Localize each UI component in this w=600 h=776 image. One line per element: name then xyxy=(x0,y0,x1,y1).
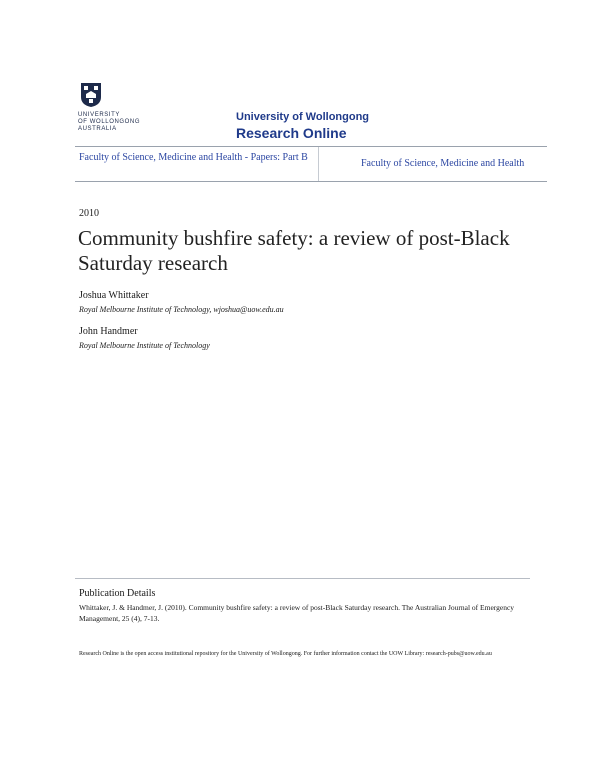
repository-footer-note: Research Online is the open access institutional repository for the University of Wollongong. For further information contact the UOW Library: research-pubs@uow.edu.au xyxy=(79,651,492,657)
logo-text-line-2: OF WOLLONGONG xyxy=(78,119,141,125)
author-name: John Handmer xyxy=(79,326,138,337)
author-affiliation: Royal Melbourne Institute of Technology, wjoshua@uow.edu.au xyxy=(79,305,284,314)
crest-icon xyxy=(80,82,102,108)
repository-name[interactable]: Research Online xyxy=(236,125,347,141)
university-logo[interactable] xyxy=(78,82,150,138)
publication-details-text: Whittaker, J. & Handmer, J. (2010). Community bushfire safety: a review of post-Black Saturday research. The Australian Journal of Emergency Management, 25 (4), 7-13. xyxy=(79,603,515,623)
publication-year: 2010 xyxy=(79,208,99,219)
repository-header[interactable] xyxy=(236,111,369,142)
faculty-papers-link[interactable]: Faculty of Science, Medicine and Health - Papers: Part B xyxy=(79,152,308,163)
paper-title: Community bushfire safety: a review of post-Black Saturday research xyxy=(78,226,510,275)
logo-text-line-3: AUSTRALIA xyxy=(78,126,117,132)
faculty-divider xyxy=(318,147,319,181)
publication-details-heading: Publication Details xyxy=(79,588,156,599)
author-name: Joshua Whittaker xyxy=(79,290,149,301)
university-name[interactable]: University of Wollongong xyxy=(236,111,370,123)
faculty-bar xyxy=(75,146,547,182)
faculty-link[interactable]: Faculty of Science, Medicine and Health xyxy=(361,158,525,169)
logo-text-line-1: UNIVERSITY xyxy=(78,112,121,118)
author-affiliation: Royal Melbourne Institute of Technology xyxy=(79,341,210,350)
section-divider xyxy=(75,578,530,579)
